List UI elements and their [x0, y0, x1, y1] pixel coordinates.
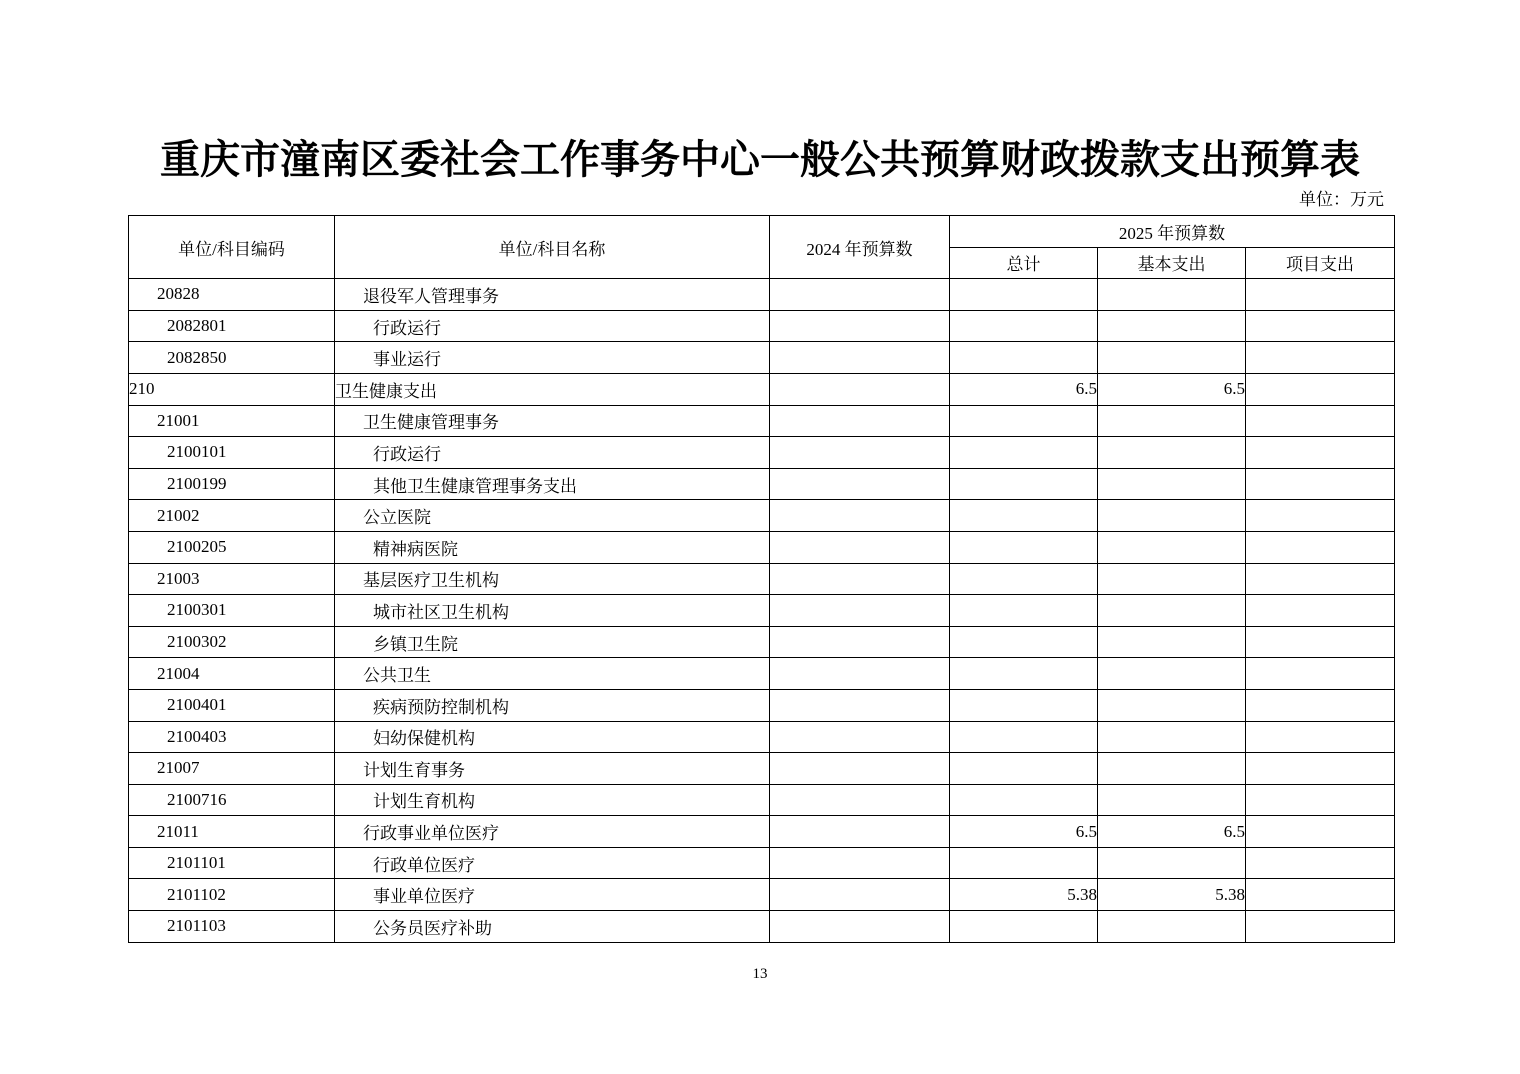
table-row — [129, 373, 1395, 405]
cell-name: 公立医院 — [335, 500, 770, 532]
cell-project — [1246, 753, 1395, 785]
table-row — [129, 784, 1395, 816]
table-row — [129, 721, 1395, 753]
cell-budget-2024 — [770, 626, 950, 658]
table-row — [129, 911, 1395, 943]
cell-code: 2082850 — [129, 342, 335, 374]
table-row — [129, 626, 1395, 658]
cell-total — [950, 658, 1098, 690]
cell-total — [950, 626, 1098, 658]
cell-name: 公共卫生 — [335, 658, 770, 690]
cell-code: 2082801 — [129, 310, 335, 342]
cell-code: 2101103 — [129, 911, 335, 943]
cell-name: 行政运行 — [335, 310, 770, 342]
cell-total — [950, 563, 1098, 595]
page-title: 重庆市潼南区委社会工作事务中心一般公共预算财政拨款支出预算表 — [160, 136, 1360, 183]
cell-budget-2024 — [770, 310, 950, 342]
cell-budget-2024 — [770, 911, 950, 943]
cell-code: 2101101 — [129, 847, 335, 879]
cell-project — [1246, 405, 1395, 437]
cell-budget-2024 — [770, 689, 950, 721]
cell-budget-2024 — [770, 500, 950, 532]
cell-total — [950, 721, 1098, 753]
cell-basic — [1098, 753, 1246, 785]
cell-basic — [1098, 658, 1246, 690]
cell-total: 6.5 — [950, 373, 1098, 405]
cell-basic — [1098, 911, 1246, 943]
cell-name: 事业运行 — [335, 342, 770, 374]
page-number: 13 — [752, 966, 768, 982]
cell-budget-2024 — [770, 784, 950, 816]
cell-code: 20828 — [129, 279, 335, 311]
header-budget-2025: 2025 年预算数 — [950, 216, 1395, 248]
table-row — [129, 437, 1395, 469]
cell-basic: 6.5 — [1098, 816, 1246, 848]
cell-name: 计划生育机构 — [335, 784, 770, 816]
table-row — [129, 405, 1395, 437]
table-row — [129, 468, 1395, 500]
cell-name: 行政事业单位医疗 — [335, 816, 770, 848]
table-row — [129, 531, 1395, 563]
cell-name: 公务员医疗补助 — [335, 911, 770, 943]
cell-project — [1246, 279, 1395, 311]
cell-basic — [1098, 626, 1246, 658]
cell-basic — [1098, 689, 1246, 721]
cell-code: 2100199 — [129, 468, 335, 500]
cell-basic: 5.38 — [1098, 879, 1246, 911]
cell-basic — [1098, 342, 1246, 374]
cell-total — [950, 784, 1098, 816]
table-row — [129, 279, 1395, 311]
cell-basic — [1098, 279, 1246, 311]
header-budget-2024: 2024 年预算数 — [770, 216, 950, 279]
header-basic: 基本支出 — [1098, 247, 1246, 279]
cell-name: 乡镇卫生院 — [335, 626, 770, 658]
cell-budget-2024 — [770, 816, 950, 848]
cell-name: 妇幼保健机构 — [335, 721, 770, 753]
cell-name: 退役军人管理事务 — [335, 279, 770, 311]
cell-code: 21003 — [129, 563, 335, 595]
cell-code: 2100401 — [129, 689, 335, 721]
cell-project — [1246, 626, 1395, 658]
table-row — [129, 563, 1395, 595]
cell-name: 基层医疗卫生机构 — [335, 563, 770, 595]
cell-name: 事业单位医疗 — [335, 879, 770, 911]
cell-total — [950, 279, 1098, 311]
cell-project — [1246, 721, 1395, 753]
cell-project — [1246, 342, 1395, 374]
cell-name: 疾病预防控制机构 — [335, 689, 770, 721]
cell-total — [950, 689, 1098, 721]
cell-budget-2024 — [770, 437, 950, 469]
cell-total: 5.38 — [950, 879, 1098, 911]
cell-name: 卫生健康支出 — [335, 373, 770, 405]
cell-name: 行政单位医疗 — [335, 847, 770, 879]
cell-code: 21001 — [129, 405, 335, 437]
cell-total: 6.5 — [950, 816, 1098, 848]
cell-name: 城市社区卫生机构 — [335, 595, 770, 627]
cell-total — [950, 342, 1098, 374]
cell-project — [1246, 373, 1395, 405]
cell-name: 卫生健康管理事务 — [335, 405, 770, 437]
cell-basic — [1098, 437, 1246, 469]
cell-total — [950, 310, 1098, 342]
cell-budget-2024 — [770, 373, 950, 405]
cell-name: 精神病医院 — [335, 531, 770, 563]
cell-basic — [1098, 847, 1246, 879]
cell-name: 行政运行 — [335, 437, 770, 469]
table-row — [129, 595, 1395, 627]
cell-basic — [1098, 595, 1246, 627]
table-row — [129, 753, 1395, 785]
cell-project — [1246, 816, 1395, 848]
cell-budget-2024 — [770, 595, 950, 627]
cell-code: 2100716 — [129, 784, 335, 816]
cell-project — [1246, 911, 1395, 943]
cell-code: 2101102 — [129, 879, 335, 911]
cell-project — [1246, 500, 1395, 532]
cell-budget-2024 — [770, 531, 950, 563]
cell-total — [950, 531, 1098, 563]
table-row — [129, 816, 1395, 848]
cell-code: 21004 — [129, 658, 335, 690]
cell-project — [1246, 310, 1395, 342]
cell-project — [1246, 879, 1395, 911]
cell-project — [1246, 437, 1395, 469]
cell-total — [950, 911, 1098, 943]
cell-total — [950, 405, 1098, 437]
cell-budget-2024 — [770, 563, 950, 595]
cell-budget-2024 — [770, 405, 950, 437]
header-name: 单位/科目名称 — [335, 216, 770, 279]
cell-project — [1246, 595, 1395, 627]
cell-project — [1246, 563, 1395, 595]
cell-budget-2024 — [770, 658, 950, 690]
cell-budget-2024 — [770, 279, 950, 311]
table-row — [129, 658, 1395, 690]
cell-project — [1246, 847, 1395, 879]
cell-code: 2100205 — [129, 531, 335, 563]
cell-name: 计划生育事务 — [335, 753, 770, 785]
table-row — [129, 342, 1395, 374]
table-row — [129, 689, 1395, 721]
cell-project — [1246, 689, 1395, 721]
cell-code: 2100101 — [129, 437, 335, 469]
cell-total — [950, 500, 1098, 532]
cell-code: 21007 — [129, 753, 335, 785]
table-row — [129, 847, 1395, 879]
cell-code: 2100301 — [129, 595, 335, 627]
cell-code: 2100302 — [129, 626, 335, 658]
table-row — [129, 879, 1395, 911]
header-project: 项目支出 — [1246, 247, 1395, 279]
cell-basic — [1098, 531, 1246, 563]
cell-basic — [1098, 784, 1246, 816]
cell-project — [1246, 531, 1395, 563]
cell-project — [1246, 784, 1395, 816]
cell-code: 210 — [129, 373, 335, 405]
cell-project — [1246, 468, 1395, 500]
cell-basic — [1098, 563, 1246, 595]
cell-basic — [1098, 468, 1246, 500]
cell-name: 其他卫生健康管理事务支出 — [335, 468, 770, 500]
cell-basic: 6.5 — [1098, 373, 1246, 405]
cell-code: 2100403 — [129, 721, 335, 753]
cell-basic — [1098, 500, 1246, 532]
cell-project — [1246, 658, 1395, 690]
cell-basic — [1098, 405, 1246, 437]
cell-basic — [1098, 721, 1246, 753]
table-header — [129, 216, 1395, 279]
cell-total — [950, 847, 1098, 879]
cell-total — [950, 595, 1098, 627]
cell-code: 21011 — [129, 816, 335, 848]
cell-basic — [1098, 310, 1246, 342]
cell-total — [950, 753, 1098, 785]
cell-code: 21002 — [129, 500, 335, 532]
cell-budget-2024 — [770, 468, 950, 500]
cell-total — [950, 468, 1098, 500]
budget-table — [128, 215, 1395, 943]
cell-budget-2024 — [770, 847, 950, 879]
table-row — [129, 500, 1395, 532]
unit-label: 单位：万元 — [1299, 190, 1384, 210]
cell-total — [950, 437, 1098, 469]
cell-budget-2024 — [770, 753, 950, 785]
table-row — [129, 310, 1395, 342]
table-body — [129, 279, 1395, 942]
header-total: 总计 — [950, 247, 1098, 279]
cell-budget-2024 — [770, 879, 950, 911]
header-code: 单位/科目编码 — [129, 216, 335, 279]
cell-budget-2024 — [770, 342, 950, 374]
cell-budget-2024 — [770, 721, 950, 753]
